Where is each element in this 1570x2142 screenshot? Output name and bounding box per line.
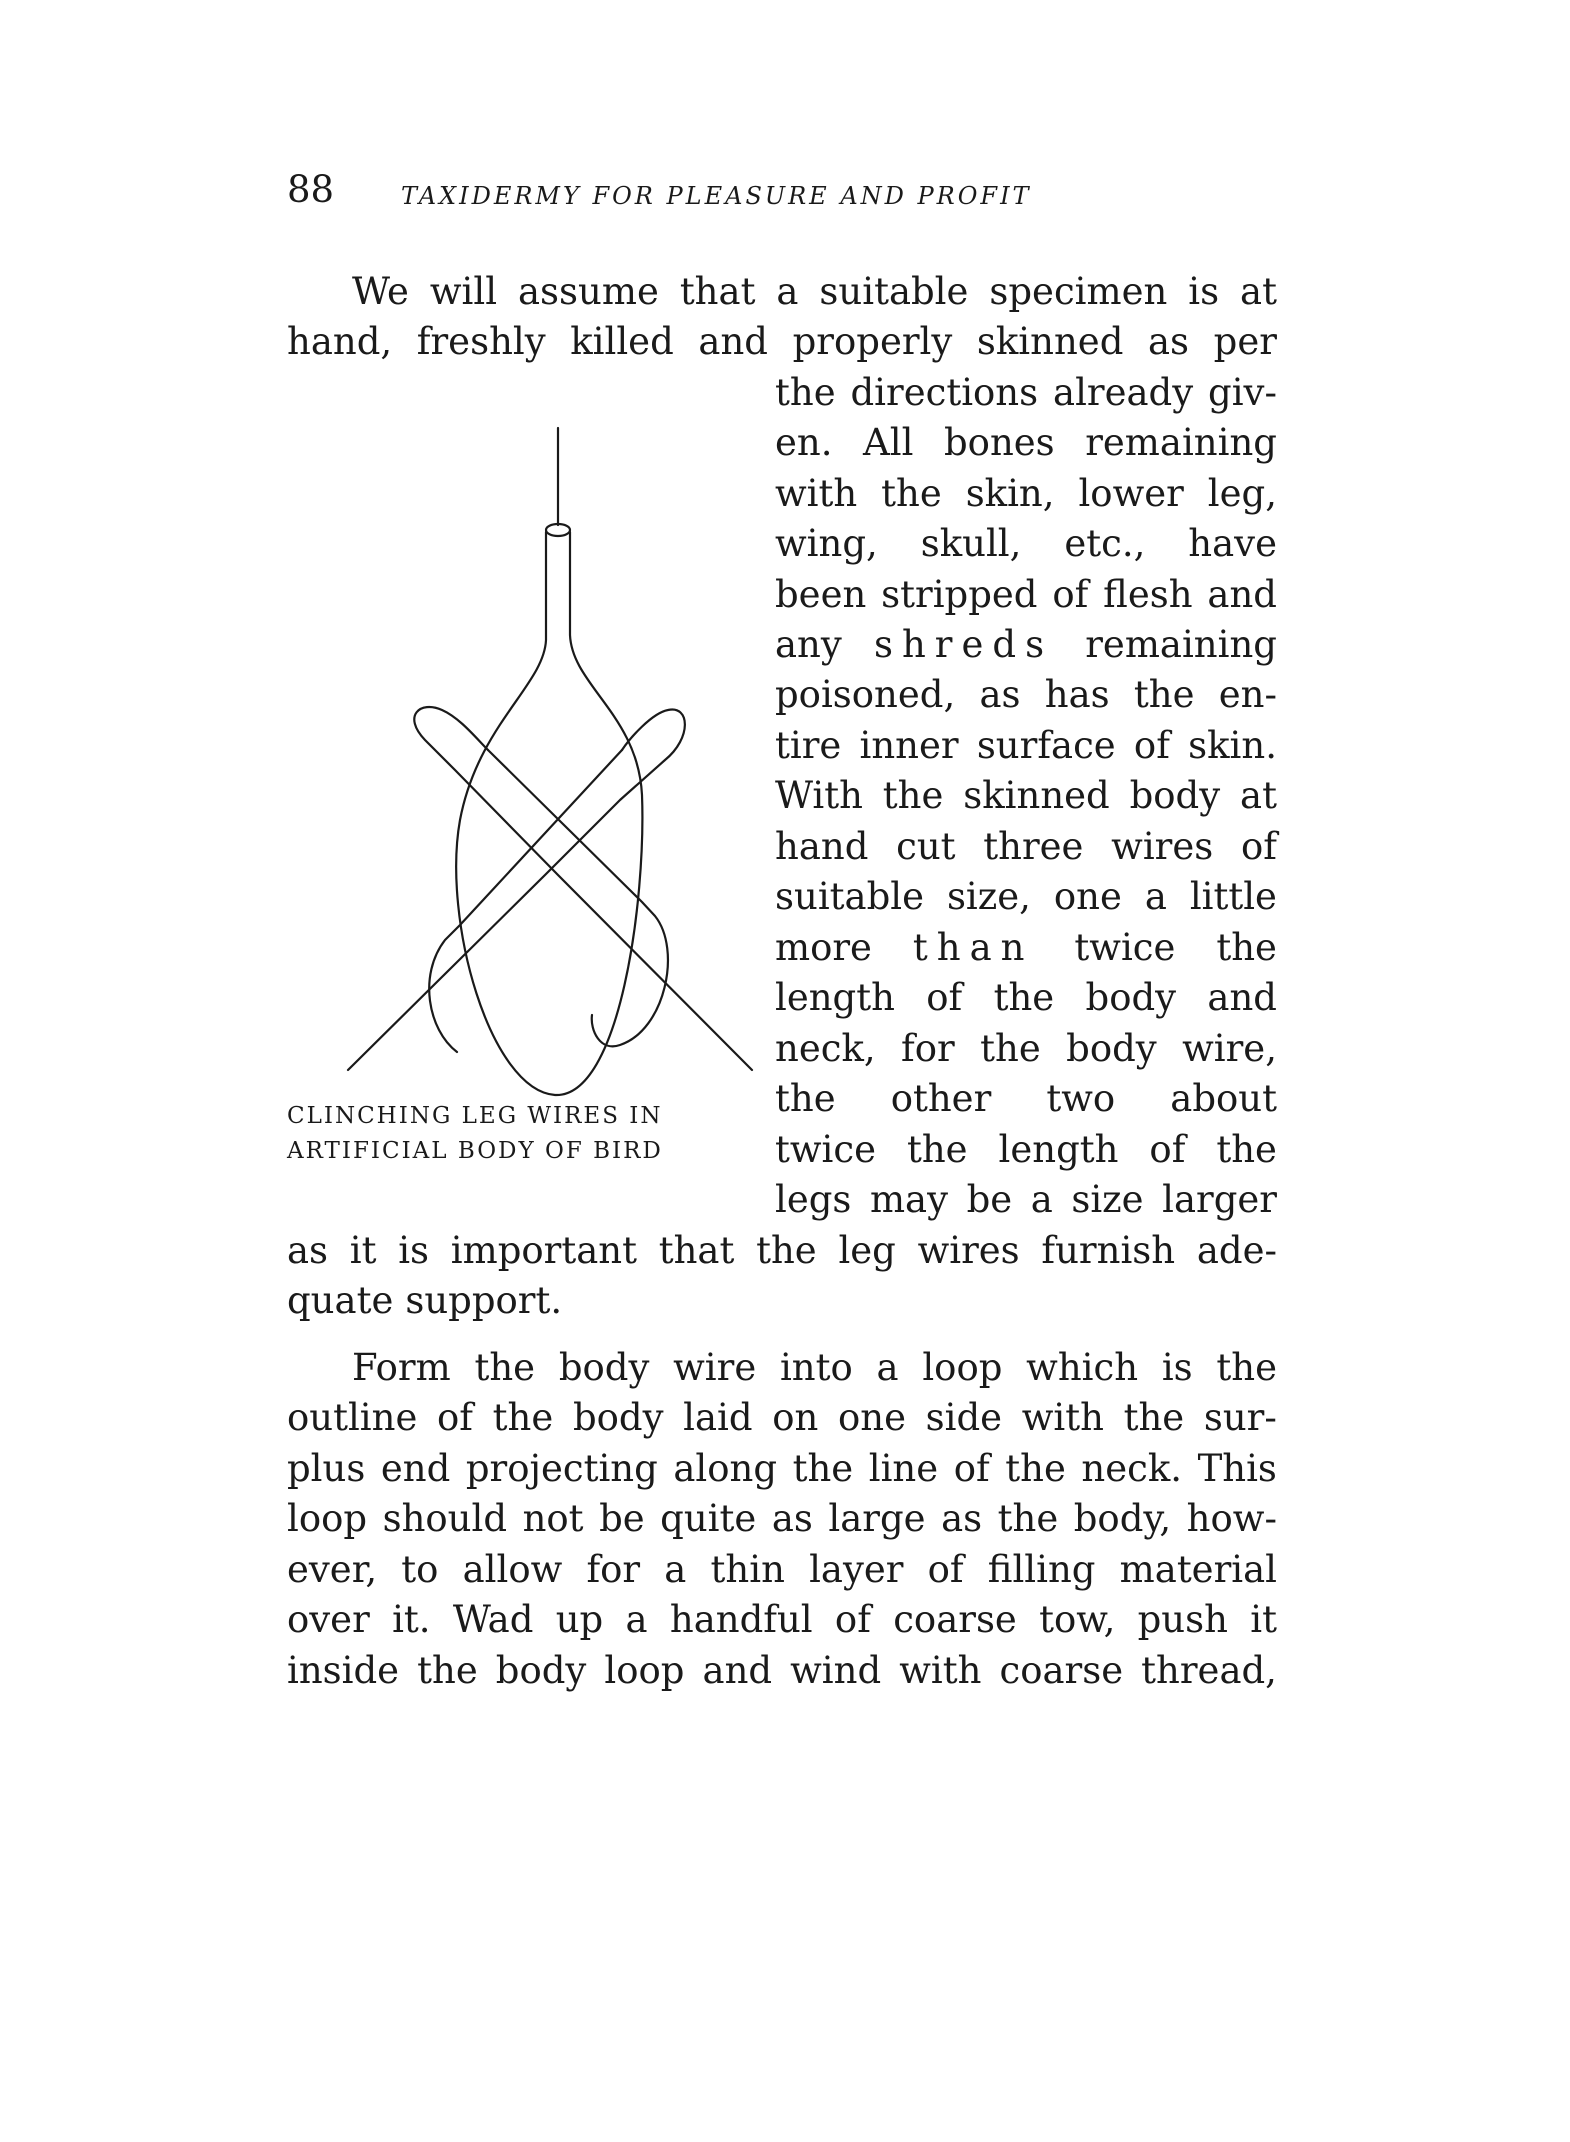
word: inside: [287, 1649, 400, 1692]
word: body,: [1073, 1497, 1172, 1540]
word: loop: [922, 1346, 1003, 1389]
word: poisoned,: [775, 673, 956, 716]
text-line: [775, 421, 1277, 464]
word: flesh: [1103, 573, 1193, 616]
text-line: [775, 926, 1277, 969]
text-line: [775, 1077, 1277, 1120]
word: the: [997, 1497, 1059, 1540]
word: that: [658, 1229, 735, 1272]
body-wire-loop: [456, 532, 642, 1095]
word: be: [599, 1497, 645, 1540]
text-line: [775, 1027, 1277, 1070]
word: suitable: [819, 270, 969, 313]
word: laid: [683, 1396, 753, 1439]
word: etc.,: [1064, 522, 1146, 565]
word: the: [881, 472, 942, 515]
word: about: [1170, 1077, 1277, 1120]
word: handful: [669, 1598, 813, 1641]
word: it: [1250, 1598, 1277, 1641]
word: the: [980, 1027, 1041, 1070]
word: surface: [976, 724, 1116, 767]
word: lower: [1078, 472, 1184, 515]
word: and: [1207, 976, 1277, 1019]
word: size: [1071, 1178, 1144, 1221]
word: neck.: [1081, 1447, 1183, 1490]
word: with: [899, 1649, 982, 1692]
word: the: [1005, 1447, 1066, 1490]
word: any: [775, 623, 842, 666]
word: which: [1026, 1346, 1139, 1389]
text-line: [775, 573, 1277, 616]
word: inner: [859, 724, 959, 767]
word: twice: [1074, 926, 1176, 969]
word: wind: [790, 1649, 882, 1692]
word: the: [756, 1229, 817, 1272]
word: it.: [392, 1598, 431, 1641]
word: side: [925, 1396, 1003, 1439]
word: size,: [946, 875, 1031, 918]
word: over: [287, 1598, 370, 1641]
word: loop: [604, 1649, 685, 1692]
word: been: [775, 573, 867, 616]
word: the: [1123, 1396, 1185, 1439]
word: end: [380, 1447, 451, 1490]
word: the: [474, 1346, 536, 1389]
word: one: [838, 1396, 907, 1439]
word: large: [828, 1497, 926, 1540]
word: along: [673, 1447, 778, 1490]
word: for: [901, 1027, 955, 1070]
word: skin.: [1188, 724, 1277, 767]
word: wires: [1111, 825, 1214, 868]
word: body: [1129, 774, 1221, 817]
word: how-: [1186, 1497, 1277, 1540]
word: coarse: [893, 1598, 1017, 1641]
word: little: [1189, 875, 1277, 918]
word: per: [1213, 320, 1277, 363]
word: body: [558, 1346, 650, 1389]
word: is: [1161, 1346, 1193, 1389]
word: the: [1216, 1346, 1277, 1389]
word: wires: [917, 1229, 1020, 1272]
word: three: [983, 825, 1084, 868]
word: a: [876, 1346, 899, 1389]
word: giv-: [1208, 371, 1277, 414]
word: hand,: [287, 320, 393, 363]
word: at: [1240, 774, 1277, 817]
word: Wad: [452, 1598, 534, 1641]
word: All: [863, 421, 914, 464]
word: than: [912, 926, 1034, 969]
word: and: [698, 320, 768, 363]
word: specimen: [989, 270, 1168, 313]
word: en.: [775, 421, 833, 464]
word: wing,: [775, 522, 878, 565]
word: material: [1119, 1548, 1277, 1591]
word: ade-: [1196, 1229, 1277, 1272]
word: sur-: [1203, 1396, 1277, 1439]
word: as: [771, 1497, 813, 1540]
word: body: [1085, 976, 1177, 1019]
word: the: [906, 1128, 968, 1171]
word: thin: [710, 1548, 785, 1591]
wire-diagram: [300, 420, 765, 1120]
text-line: [287, 1497, 1277, 1540]
word: layer: [809, 1548, 904, 1591]
page-number: 88: [287, 168, 335, 211]
word: a: [664, 1548, 687, 1591]
word: with: [1021, 1396, 1104, 1439]
word: at: [1240, 270, 1277, 313]
word: a: [1144, 875, 1167, 918]
word: suitable: [775, 875, 924, 918]
word: and: [1207, 573, 1277, 616]
word: killed: [570, 320, 674, 363]
word: loop: [287, 1497, 368, 1540]
word: as: [287, 1229, 329, 1272]
word: the: [775, 1077, 836, 1120]
word: properly: [792, 320, 953, 363]
word: body: [1066, 1027, 1157, 1070]
word: skinned: [963, 774, 1110, 817]
word: for: [586, 1548, 641, 1591]
text-line: [775, 825, 1277, 868]
text-line: [775, 623, 1277, 666]
text-line: [775, 673, 1277, 716]
text-line: [287, 1447, 1277, 1490]
word: as: [1148, 320, 1190, 363]
word: of: [927, 1548, 964, 1591]
word: twice: [775, 1128, 876, 1171]
word: of: [437, 1396, 474, 1439]
text-line: [352, 1346, 1277, 1389]
word: other: [890, 1077, 992, 1120]
word: the: [775, 371, 836, 414]
word: thread,: [1141, 1649, 1277, 1692]
word: already: [1053, 371, 1194, 414]
text-line: [775, 774, 1277, 817]
word: quite: [660, 1497, 757, 1540]
word: it: [349, 1229, 377, 1272]
word: skull,: [920, 522, 1022, 565]
word: to: [401, 1548, 439, 1591]
text-line: [775, 371, 1277, 414]
word: outline: [287, 1396, 418, 1439]
word: as: [941, 1497, 983, 1540]
word: should: [382, 1497, 508, 1540]
word: skin,: [965, 472, 1055, 515]
text-line: [775, 724, 1277, 767]
word: leg,: [1207, 472, 1277, 515]
word: is: [398, 1229, 430, 1272]
word: furnish: [1041, 1229, 1176, 1272]
text-line: [352, 270, 1277, 313]
word: wire,: [1182, 1027, 1277, 1070]
word: up: [555, 1598, 604, 1641]
word: of: [926, 976, 963, 1019]
word: With: [775, 774, 863, 817]
word: of: [1240, 825, 1277, 868]
word: wire: [673, 1346, 757, 1389]
word: body: [495, 1649, 587, 1692]
word: Form: [352, 1346, 451, 1389]
word: the: [882, 774, 944, 817]
word: of: [953, 1447, 990, 1490]
word: of: [1149, 1128, 1186, 1171]
word: one: [1053, 875, 1122, 918]
figure-caption-line-1: CLINCHING LEG WIRES IN: [287, 1103, 663, 1129]
word: leg: [838, 1229, 896, 1272]
word: the: [1133, 673, 1195, 716]
word: with: [775, 472, 858, 515]
text-line: [287, 1279, 1277, 1322]
word: not: [522, 1497, 584, 1540]
text-line: [287, 1229, 1277, 1272]
text-line: [287, 1649, 1277, 1692]
word: body: [572, 1396, 664, 1439]
word: of: [1052, 573, 1089, 616]
text-line: [775, 1178, 1277, 1221]
word: a: [1030, 1178, 1053, 1221]
word: more: [775, 926, 872, 969]
word: bones: [943, 421, 1055, 464]
word: the: [417, 1649, 478, 1692]
word: remaining: [1085, 623, 1277, 666]
text-line: [775, 1128, 1277, 1171]
word: that: [679, 270, 756, 313]
word: cut: [896, 825, 956, 868]
text-line: [775, 976, 1277, 1019]
text-line: [287, 1396, 1277, 1439]
word: filling: [987, 1548, 1096, 1591]
leg-wire-left-curl: [348, 709, 685, 1070]
word: shreds: [873, 623, 1054, 666]
word: line: [868, 1447, 939, 1490]
word: the: [1216, 1128, 1277, 1171]
word: larger: [1162, 1178, 1277, 1221]
word: of: [1133, 724, 1170, 767]
word: projecting: [465, 1447, 658, 1490]
word: tow,: [1039, 1598, 1116, 1641]
word: plus: [287, 1447, 366, 1490]
word: will: [429, 270, 498, 313]
word: skinned: [976, 320, 1124, 363]
word: a: [625, 1598, 648, 1641]
word: has: [1044, 673, 1110, 716]
word: support.: [405, 1279, 563, 1322]
word: remaining: [1085, 421, 1277, 464]
word: the: [1216, 926, 1277, 969]
word: the: [492, 1396, 554, 1439]
text-line: [287, 1598, 1277, 1641]
word: may: [869, 1178, 949, 1221]
word: directions: [850, 371, 1039, 414]
word: allow: [462, 1548, 563, 1591]
leg-wire-right: [414, 707, 752, 1070]
word: en-: [1218, 673, 1277, 716]
text-line: [775, 522, 1277, 565]
figure-caption-line-2: ARTIFICIAL BODY OF BIRD: [287, 1138, 663, 1164]
word: legs: [775, 1178, 852, 1221]
word: is: [1188, 270, 1220, 313]
word: the: [792, 1447, 854, 1490]
word: length: [998, 1128, 1119, 1171]
word: length: [775, 976, 895, 1019]
word: the: [993, 976, 1055, 1019]
word: push: [1137, 1598, 1228, 1641]
word: two: [1046, 1077, 1116, 1120]
word: ever,: [287, 1548, 378, 1591]
word: This: [1197, 1447, 1277, 1490]
word: freshly: [416, 320, 546, 363]
text-line: [287, 1548, 1277, 1591]
word: be: [966, 1178, 1013, 1221]
text-line: [775, 875, 1277, 918]
word: and: [702, 1649, 773, 1692]
word: have: [1188, 522, 1277, 565]
word: tire: [775, 724, 842, 767]
word: into: [779, 1346, 853, 1389]
running-title: TAXIDERMY FOR PLEASURE AND PROFIT: [401, 182, 1032, 210]
word: neck,: [775, 1027, 876, 1070]
word: stripped: [881, 573, 1038, 616]
word: on: [772, 1396, 819, 1439]
word: of: [834, 1598, 871, 1641]
word: We: [352, 270, 409, 313]
word: important: [450, 1229, 637, 1272]
bird-body-wire-figure: [300, 420, 765, 1120]
word: quate: [287, 1279, 394, 1322]
word: coarse: [999, 1649, 1124, 1692]
word: a: [776, 270, 799, 313]
word: assume: [518, 270, 659, 313]
text-line: [775, 472, 1277, 515]
page-header: [287, 168, 1287, 220]
text-line: [287, 320, 1277, 363]
word: hand: [775, 825, 869, 868]
word: as: [979, 673, 1021, 716]
